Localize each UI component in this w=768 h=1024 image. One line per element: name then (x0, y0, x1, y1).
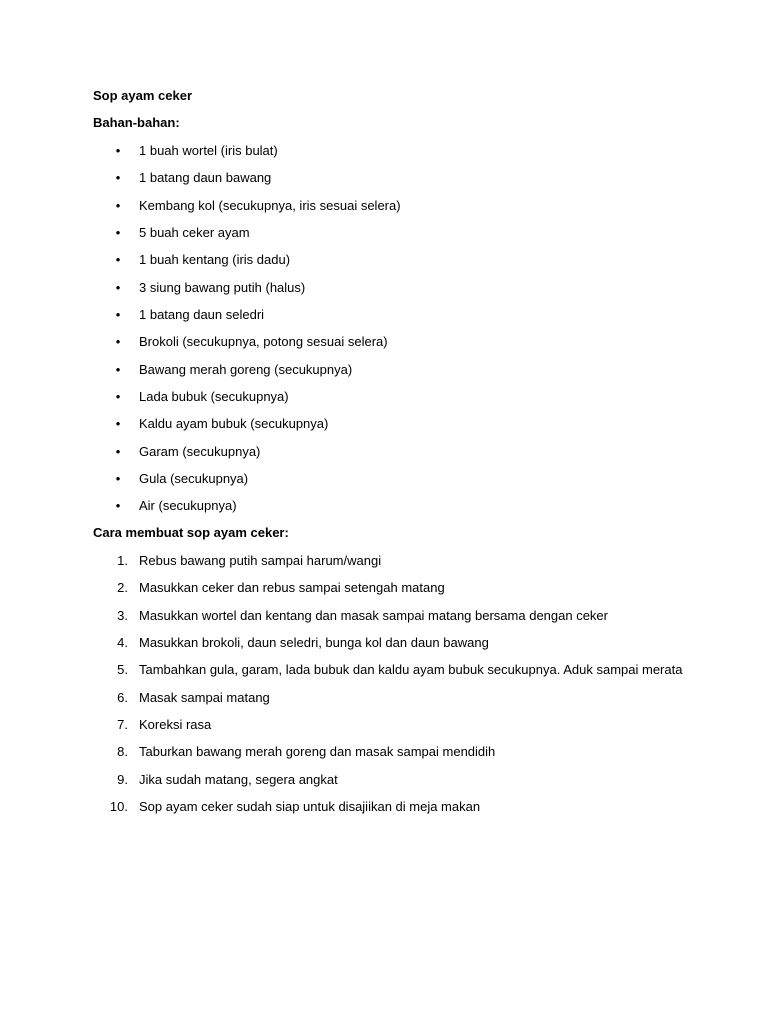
bullet-icon: • (115, 361, 121, 377)
ingredient-text: 5 buah ceker ayam (139, 225, 250, 241)
bullet-icon: • (115, 389, 121, 405)
bullet-icon: • (115, 225, 121, 241)
step-number: 10. (109, 799, 128, 815)
step-text: Masak sampai matang (139, 689, 270, 705)
bullet-icon: • (115, 498, 121, 514)
step-number: 9. (117, 771, 128, 787)
recipe-title: Sop ayam ceker (93, 88, 193, 103)
ingredient-text: 1 buah wortel (iris bulat) (139, 143, 278, 158)
bullet-icon: • (115, 443, 121, 459)
ingredient-text: Brokoli (secukupnya, potong sesuai selera) (139, 334, 388, 350)
steps-heading: Cara membuat sop ayam ceker: (93, 525, 289, 540)
step-number: 7. (117, 717, 128, 733)
step-number: 3. (117, 607, 128, 623)
ingredient-text: 1 batang daun seledri (139, 307, 265, 323)
step-text: Masukkan wortel dan kentang dan masak sampai matang bersama dengan ceker (139, 607, 608, 623)
step-text: Jika sudah matang, segera angkat (139, 771, 338, 787)
ingredient-text: 3 siung bawang putih (halus) (139, 279, 306, 295)
ingredient-text: Air (secukupnya) (139, 498, 237, 514)
bullet-icon: • (115, 143, 121, 158)
step-number: 1. (117, 553, 128, 568)
bullet-icon: • (115, 197, 121, 213)
bullet-icon: • (115, 471, 121, 487)
bullet-icon: • (115, 279, 121, 295)
ingredient-text: Garam (secukupnya) (139, 443, 261, 459)
ingredient-text: Lada bubuk (secukupnya) (139, 389, 289, 405)
step-text: Rebus bawang putih sampai harum/wangi (139, 553, 382, 568)
bullet-icon: • (115, 307, 121, 323)
step-text: Taburkan bawang merah goreng dan masak sampai mendidih (139, 744, 496, 760)
step-number: 5. (117, 662, 128, 678)
step-text: Tambahkan gula, garam, lada bubuk dan kaldu ayam bubuk secukupnya. Aduk sampai merata (139, 662, 683, 678)
step-number: 6. (117, 689, 128, 705)
bullet-icon: • (115, 416, 121, 432)
bullet-icon: • (115, 252, 121, 268)
bullet-icon: • (115, 334, 121, 350)
step-text: Sop ayam ceker sudah siap untuk disajiikan di meja makan (139, 799, 481, 815)
step-number: 2. (117, 580, 128, 596)
ingredient-text: Bawang merah goreng (secukupnya) (139, 361, 353, 377)
ingredient-text: 1 buah kentang (iris dadu) (139, 252, 291, 268)
bullet-icon: • (115, 170, 121, 186)
step-text: Koreksi rasa (139, 717, 212, 733)
step-number: 8. (117, 744, 128, 760)
ingredient-text: 1 batang daun bawang (139, 170, 272, 186)
ingredient-text: Kaldu ayam bubuk (secukupnya) (139, 416, 329, 432)
ingredient-text: Kembang kol (secukupnya, iris sesuai selera) (139, 197, 401, 213)
ingredient-text: Gula (secukupnya) (139, 471, 249, 487)
step-text: Masukkan ceker dan rebus sampai setengah matang (139, 580, 445, 596)
ingredients-heading: Bahan-bahan: (93, 115, 180, 130)
step-text: Masukkan brokoli, daun seledri, bunga kol dan daun bawang (139, 635, 489, 651)
step-number: 4. (117, 635, 128, 651)
